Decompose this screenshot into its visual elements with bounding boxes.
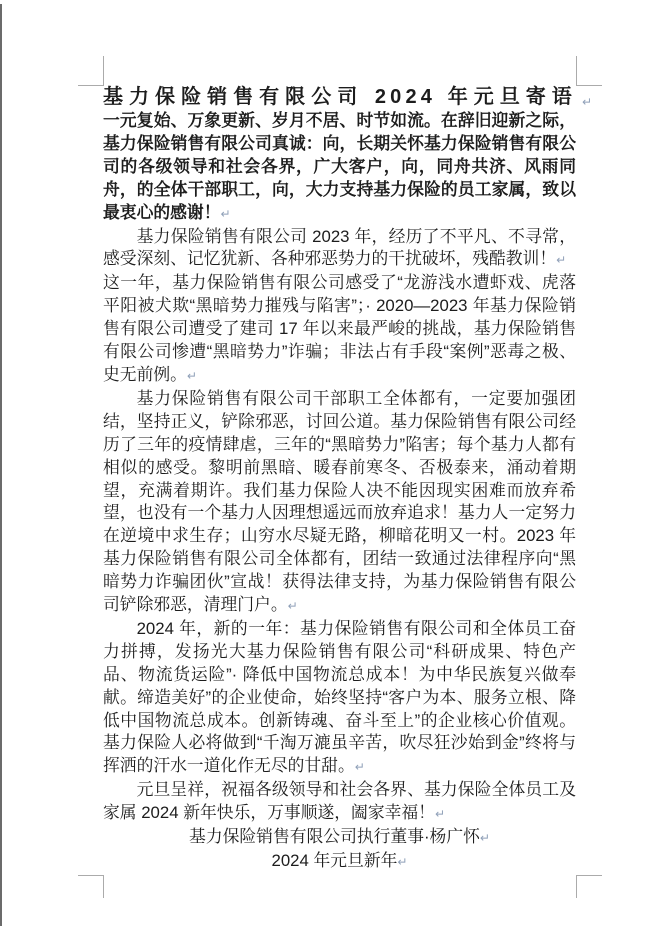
paragraph (103, 826, 576, 850)
paragraph-text: 2024 年，新的一年：基力保险销售有限公司和全体员工奋力拼搏，发扬光大基力保险销售有限公司“科研成果、特色产品、物流货运险”· 降低中国物流总成本！为中华民族复兴做奉献。缔造美好”的企业使命，始终坚持“客户为本、服务立根、降低中国物流总成本。创新铸魂、奋斗至上”的企业核心价值观。基力保险人必将做到“千淘万漉虽辛苦，吹尽狂沙始到金”终将与挥洒的汗水一道化作无尽的甘甜。 (103, 618, 576, 776)
paragraph (103, 779, 576, 826)
paragraph-text: 一元复始、万象更新、岁月不居、时节如流。在辞旧迎新之际，基力保险销售有限公司真诚：向，长期关怀基力保险销售有限公司的各级领导和社会各界，广大客户，向，同舟共济、风雨同舟，的全体干部职工，向，大力支持基力保险的员工家属，致以最衷心的感谢！ (103, 111, 576, 222)
paragraph-mark-icon: ↵ (354, 760, 365, 775)
page-left-edge (0, 4, 2, 926)
paragraph-text: 基力保险销售有限公司 2023 年，经历了不平凡、不寻常，感受深刻、记忆犹新、各种邪恶势力的干扰破坏，残酷教训！ (103, 226, 576, 269)
paragraph-mark-icon: ↵ (434, 807, 446, 822)
paragraph-mark-icon: ↵ (397, 855, 408, 869)
page-title (103, 84, 592, 110)
paragraph-mark-icon: ↵ (556, 253, 567, 268)
paragraph-text: 这一年，基力保险销售有限公司感受了“龙游浅水遭虾戏、虎落平阳被犬欺“黑暗势力摧残与陷害”；· 2020—2023 年基力保险销售有限公司遭受了建司 17 年以来最严峻的挑战，基力保险销售有限公司惨遭“黑暗势力”诈骗；非法占有手段“案例”恶毒之极、史无前例。 (103, 273, 576, 384)
paragraph-mark-icon: ↵ (479, 831, 490, 846)
page-title-text: 基力保险销售有限公司 2024 年元旦寄语 (103, 86, 576, 108)
paragraph-mark-icon: ↵ (287, 599, 298, 614)
crop-mark-top-right-icon (576, 56, 602, 86)
paragraph (103, 850, 576, 874)
paragraph-text: 基力保险销售有限公司干部职工全体都有，一定要加强团结，坚持正义，铲除邪恶，讨回公道。基力保险销售有限公司经历了三年的疫情肆虐，三年的“黑暗势力”陷害；每个基力人都有相似的感受。黎明前黑暗、暖春前寒冬、否极泰来，涌动着期望，充满着期许。我们基力保险人决不能因现实困难而放弃希望，也没有一个基力人因理想遥远而放弃追求！基力人一定努力在逆境中求生存；山穷水尽疑无路，柳暗花明又一村。2023 年基力保险销售有限公司全体都有，团结一致通过法律程序向“黑暗势力诈骗团伙”宣战！获得法律支持，为基力保险销售有限公司铲除邪恶，清理门户。 (103, 388, 576, 615)
crop-mark-top-left-icon (78, 56, 104, 86)
crop-mark-bottom-right-icon (576, 875, 602, 898)
paragraph (103, 110, 576, 226)
paragraph-text: 基力保险销售有限公司执行董事·杨广怀 (189, 827, 480, 847)
text-area (103, 84, 592, 874)
paragraph-text: 元旦呈祥，祝福各级领导和社会各界、基力保险全体员工及家属 2024 新年快乐，万事顺遂，阖家幸福！ (103, 780, 576, 823)
paragraph-text: 2024 年元旦新年 (271, 851, 398, 870)
paragraph-mark-icon: ↵ (186, 368, 197, 383)
paragraph (103, 618, 576, 779)
paragraph-mark-icon: ↵ (581, 95, 592, 109)
paragraph (103, 226, 576, 273)
crop-mark-bottom-left-icon (78, 875, 104, 898)
paragraphs-container (103, 110, 576, 874)
paragraph (103, 388, 576, 618)
paragraph (103, 272, 576, 388)
paragraph-mark-icon: ↵ (220, 206, 231, 221)
